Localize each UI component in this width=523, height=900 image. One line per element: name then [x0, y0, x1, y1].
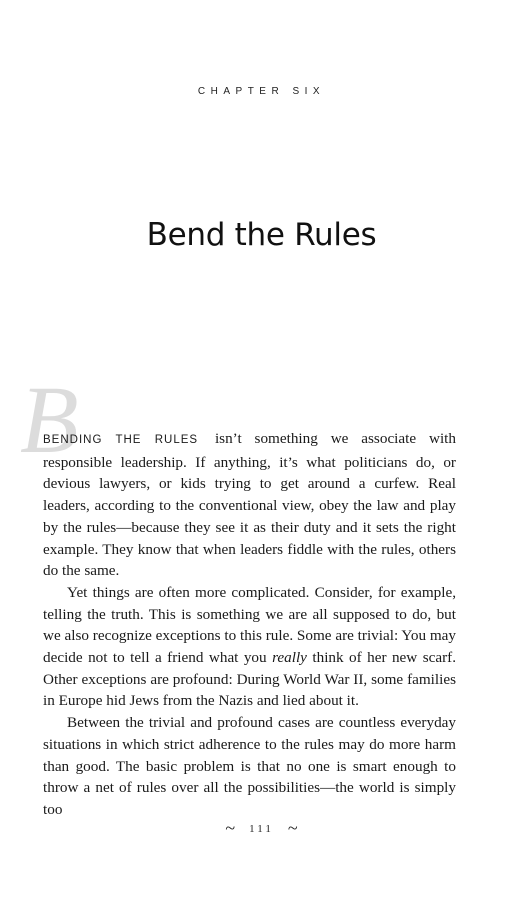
- paragraph-1-text: isn’t something we associate with responsible leadership. If anything, it’s what politicians do, or devious lawyers, or kids trying to get around a curfew. Real leaders, according to the conventional view, obey the law and play by the rules—because they see it as their duty and it sets the right example. They know that when leaders fiddle with the rules, others do the same.: [43, 430, 456, 580]
- chapter-title: Bend the Rules: [146, 216, 377, 253]
- right-ornament: ~: [287, 818, 298, 838]
- left-ornament: ~: [225, 818, 236, 838]
- paragraph-3: [43, 712, 456, 821]
- emphasis-really: really: [272, 649, 307, 667]
- decorative-drop-cap: B: [20, 366, 79, 473]
- paragraph-1: [43, 428, 456, 582]
- paragraph-2: [43, 582, 456, 712]
- page-number: 111: [249, 822, 274, 835]
- page-footer: [0, 818, 523, 839]
- chapter-body: [43, 428, 456, 821]
- paragraph-2-text-b: think of her new scarf. Other exceptions are profound: During World War II, some families in Europe hid Jews from the Nazis and lied about it.: [43, 649, 456, 710]
- paragraph-3-text: Between the trivial and profound cases are countless everyday situations in which strict adherence to the rules may do more harm than good. The basic problem is that no one is smart enough to throw a net of rules over all the possibilities—the world is simply too: [43, 714, 456, 818]
- lead-in-small-caps: BENDING THE RULES: [43, 434, 199, 446]
- chapter-label: CHAPTER SIX: [197, 86, 326, 97]
- paragraph-2-text-a: Yet things are often more complicated. Consider, for example, telling the truth. This is something we are all supposed to do, but we also recognize exceptions to this rule. Some are trivial: You may decide not to tell a friend what you: [43, 583, 456, 667]
